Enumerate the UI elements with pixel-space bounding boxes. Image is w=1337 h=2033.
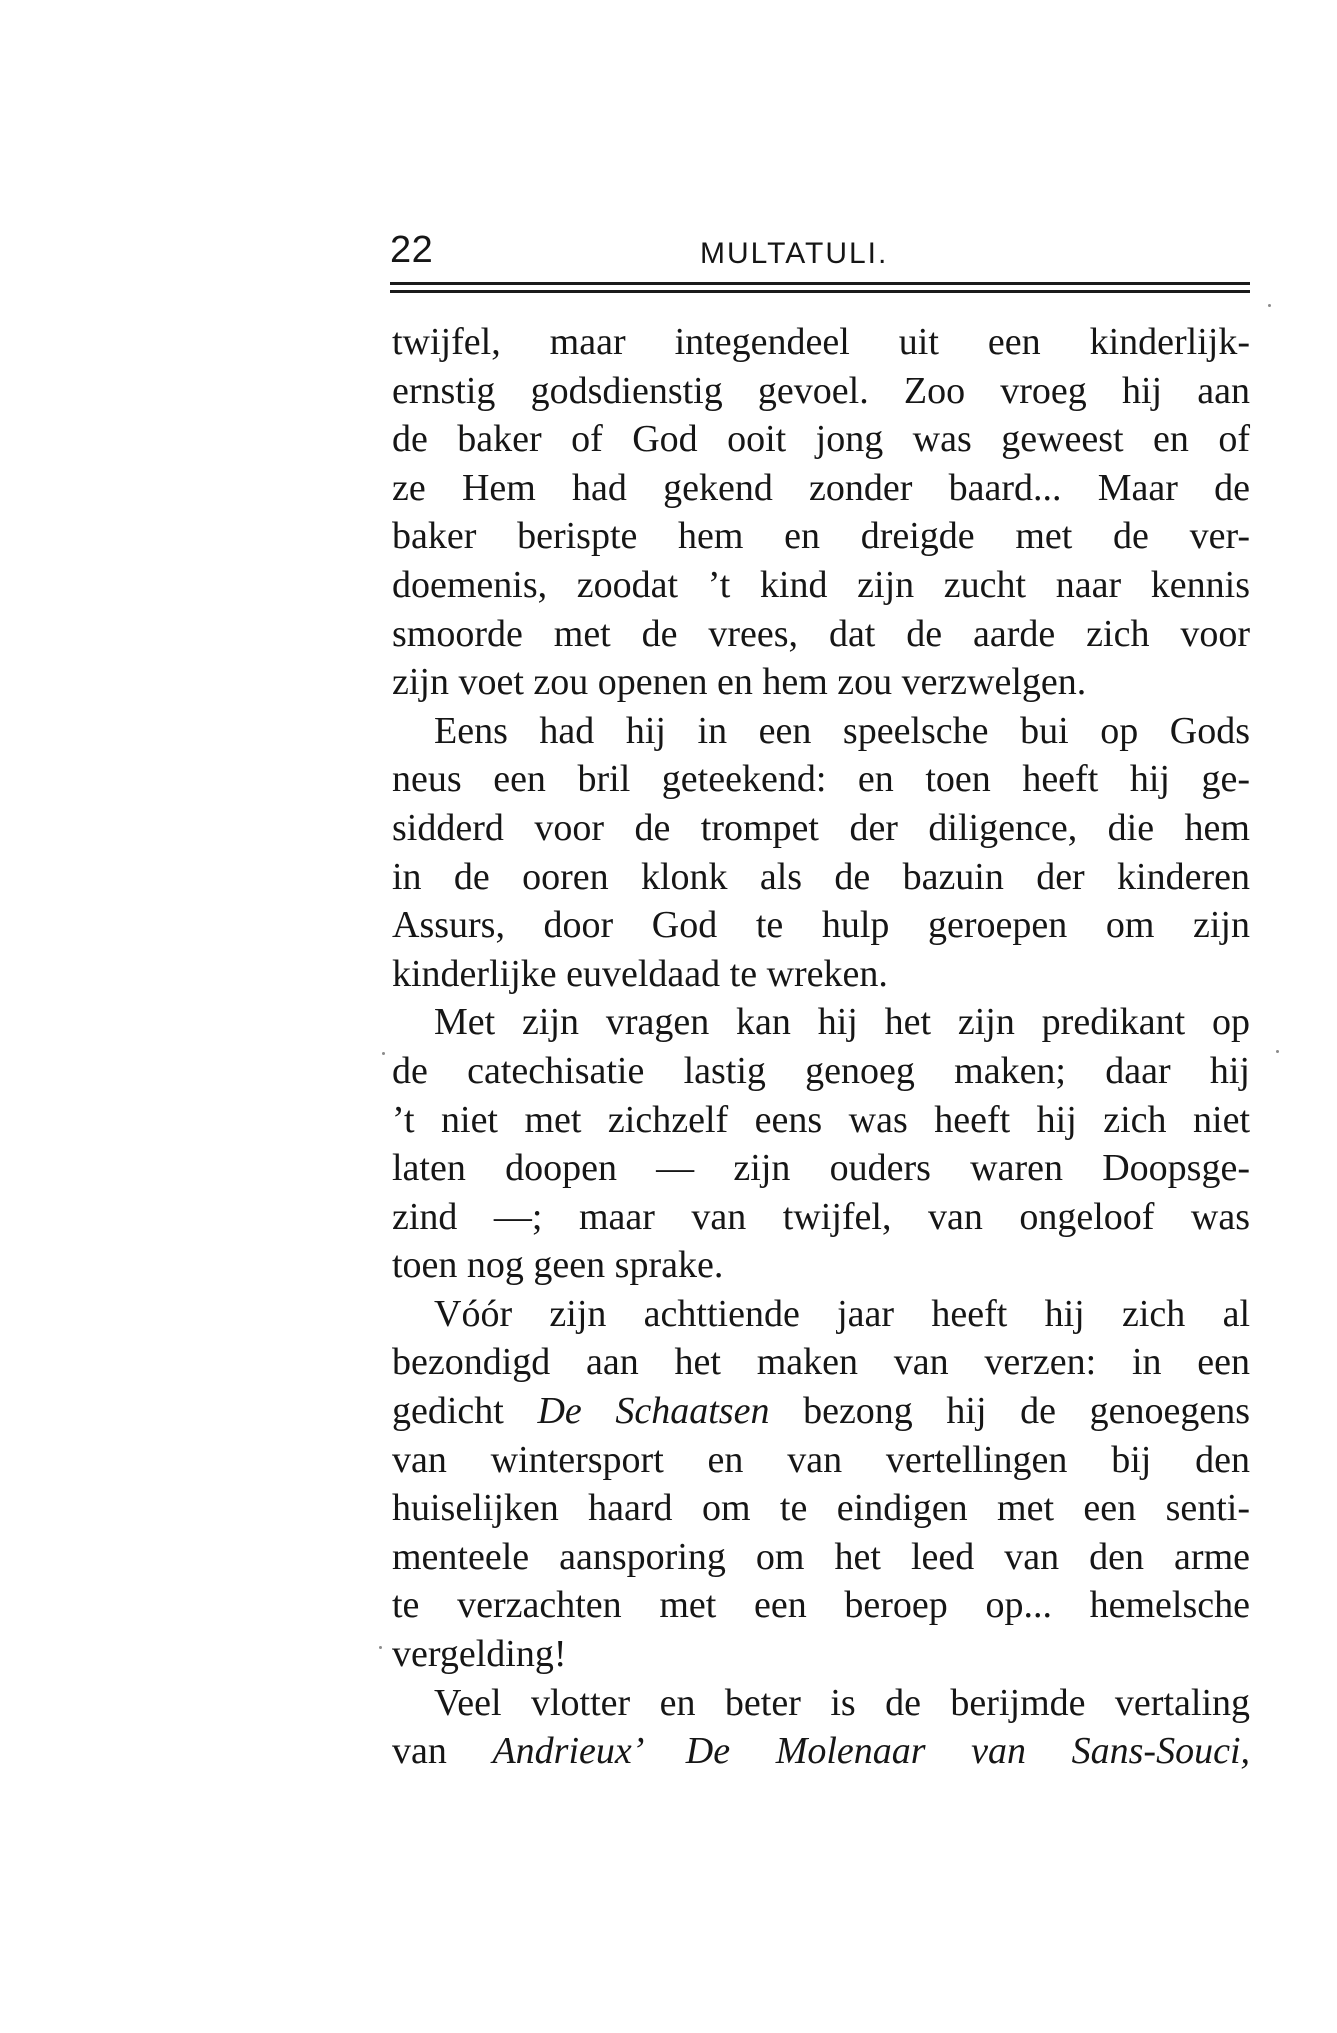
poem-title: De Schaatsen [537, 1390, 770, 1433]
text-line: van wintersport en van vertellingen bij den [392, 1438, 1250, 1481]
scan-speck [379, 1646, 382, 1649]
scan-speck [382, 1052, 385, 1055]
text-line: sidderd voor de trompet der diligence, die hem [392, 806, 1250, 849]
text-line: smoorde met de vrees, dat de aarde zich voor [392, 612, 1250, 655]
text-line: twijfel, maar integendeel uit een kinderlijk- [392, 321, 1250, 363]
text-line-with-title [392, 1727, 1250, 1776]
text-line: menteele aansporing om het leed van den arme [392, 1535, 1250, 1578]
header-rule-top [390, 282, 1250, 285]
text-line: Eens had hij in een speelsche bui op Gods [434, 709, 1250, 752]
text-line: kinderlijke euveldaad te wreken. [392, 952, 888, 995]
text-segment: van [392, 1730, 493, 1773]
text-line: ernstig godsdienstig gevoel. Zoo vroeg hij aan [392, 369, 1250, 412]
text-segment: gedicht [392, 1390, 538, 1433]
scan-speck [1268, 304, 1271, 307]
text-line: laten doopen — zijn ouders waren Doopsge- [392, 1147, 1250, 1190]
text-line: ’t niet met zichzelf eens was heeft hij zich niet [392, 1098, 1250, 1141]
text-line: Assurs, door God te hulp geroepen om zijn [392, 904, 1250, 947]
text-line: de catechisatie lastig genoeg maken; daar hij [392, 1049, 1250, 1092]
scan-speck [1276, 1050, 1279, 1053]
page-number: 22 [390, 229, 434, 271]
text-line: neus een bril geteekend: en toen heeft hij ge- [392, 758, 1250, 801]
text-line: Veel vlotter en beter is de berijmde vertaling [434, 1681, 1250, 1724]
text-line: Vóór zijn achttiende jaar heeft hij zich al [434, 1292, 1250, 1335]
text-line-with-title [392, 1387, 1250, 1436]
header-rule-bottom [390, 290, 1250, 293]
text-line: huiselijken haard om te eindigen met een senti- [392, 1487, 1250, 1530]
text-segment: bezong hij de genoegens [769, 1390, 1250, 1433]
text-line: doemenis, zoodat ’t kind zijn zucht naar kennis [392, 563, 1250, 606]
text-line: de baker of God ooit jong was geweest en of [392, 418, 1250, 461]
text-line: toen nog geen sprake. [392, 1244, 724, 1287]
text-line: zind —; maar van twijfel, van ongeloof was [392, 1195, 1250, 1238]
text-line: te verzachten met een beroep op... hemelsche [392, 1584, 1250, 1627]
text-line: vergelding! [392, 1633, 567, 1676]
text-line: in de ooren klonk als de bazuin der kinderen [392, 855, 1250, 898]
text-line: bezondigd aan het maken van verzen: in een [392, 1341, 1250, 1384]
page-header [390, 222, 1250, 278]
text-line: baker berispte hem en dreigde met de ver- [392, 515, 1250, 558]
work-title: Andrieux’ De Molenaar van Sans-Souci, [492, 1730, 1250, 1773]
body-text [392, 318, 1250, 1776]
text-line: ze Hem had gekend zonder baard... Maar de [392, 466, 1250, 509]
running-head: MULTATULI. [700, 237, 889, 270]
text-line: Met zijn vragen kan hij het zijn predikant op [434, 1001, 1250, 1044]
text-line: zijn voet zou openen en hem zou verzwelgen. [392, 661, 1087, 704]
